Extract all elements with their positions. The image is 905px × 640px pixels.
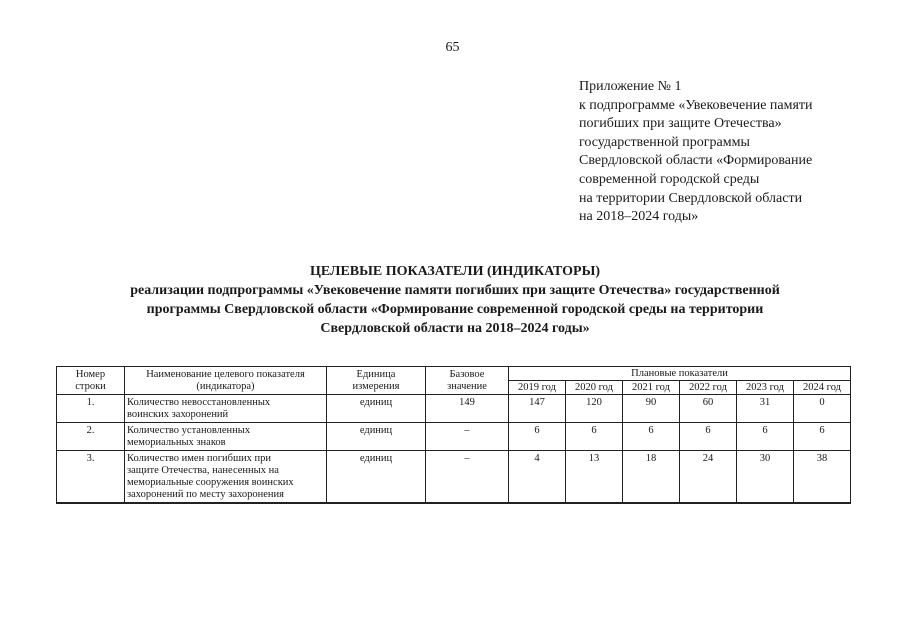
value-cell: 6 bbox=[623, 423, 680, 451]
header-year: 2020 год bbox=[566, 381, 623, 395]
header-planned: Плановые показатели bbox=[509, 367, 851, 381]
appendix-line: современной городской среды bbox=[579, 171, 760, 187]
unit-cell: единиц bbox=[327, 423, 426, 451]
appendix-line: на территории Свердловской области bbox=[579, 190, 803, 206]
row-number: 2. bbox=[57, 423, 125, 451]
value-cell: 90 bbox=[623, 395, 680, 423]
header-base-value: Базовое значение bbox=[426, 367, 509, 395]
value-cell: 0 bbox=[794, 395, 851, 423]
title-line: реализации подпрограммы «Увековечение памяти погибших при защите Отечества» государственной bbox=[130, 283, 780, 298]
value-cell: 147 bbox=[509, 395, 566, 423]
appendix-line: Приложение № 1 bbox=[579, 79, 682, 94]
indicator-name: Количество установленных мемориальных знаков bbox=[125, 423, 327, 451]
value-cell: 24 bbox=[680, 451, 737, 504]
value-cell: 30 bbox=[737, 451, 794, 504]
base-value-cell: – bbox=[426, 423, 509, 451]
header-year: 2023 год bbox=[737, 381, 794, 395]
unit-cell: единиц bbox=[327, 451, 426, 504]
table-row bbox=[57, 451, 851, 504]
base-value-cell: 149 bbox=[426, 395, 509, 423]
value-cell: 60 bbox=[680, 395, 737, 423]
value-cell: 6 bbox=[566, 423, 623, 451]
appendix-line: Свердловской области «Формирование bbox=[579, 153, 813, 169]
page-number: 65 bbox=[445, 40, 460, 55]
indicator-name: Количество имен погибших при защите Отечества, нанесенных на мемориальные сооружения воинских захоронений по месту захоронения bbox=[125, 451, 327, 504]
appendix-note bbox=[579, 78, 879, 227]
value-cell: 18 bbox=[623, 451, 680, 504]
unit-cell: единиц bbox=[327, 395, 426, 423]
table-row bbox=[57, 395, 851, 423]
header-year: 2022 год bbox=[680, 381, 737, 395]
document-title bbox=[60, 262, 850, 338]
header-row-number: Номер строки bbox=[57, 367, 125, 395]
value-cell: 120 bbox=[566, 395, 623, 423]
value-cell: 31 bbox=[737, 395, 794, 423]
title-line: Свердловской области на 2018–2024 годы» bbox=[320, 321, 590, 336]
indicators-table bbox=[56, 366, 851, 504]
value-cell: 6 bbox=[680, 423, 737, 451]
header-year: 2021 год bbox=[623, 381, 680, 395]
appendix-line: на 2018–2024 годы» bbox=[579, 209, 699, 225]
title-heading: ЦЕЛЕВЫЕ ПОКАЗАТЕЛИ (ИНДИКАТОРЫ) bbox=[309, 264, 600, 279]
appendix-line: к подпрограмме «Увековечение памяти bbox=[579, 97, 813, 113]
row-number: 3. bbox=[57, 451, 125, 504]
value-cell: 6 bbox=[509, 423, 566, 451]
table-row bbox=[57, 423, 851, 451]
value-cell: 38 bbox=[794, 451, 851, 504]
header-unit: Единица измерения bbox=[327, 367, 426, 395]
title-line: программы Свердловской области «Формирование современной городской среды на территории bbox=[146, 302, 764, 317]
value-cell: 6 bbox=[737, 423, 794, 451]
value-cell: 4 bbox=[509, 451, 566, 504]
header-year: 2019 год bbox=[509, 381, 566, 395]
appendix-line: погибших при защите Отечества» bbox=[579, 116, 782, 132]
header-indicator-name: Наименование целевого показателя (индикатора) bbox=[125, 367, 327, 395]
header-year: 2024 год bbox=[794, 381, 851, 395]
indicator-name: Количество невосстановленных воинских захоронений bbox=[125, 395, 327, 423]
value-cell: 13 bbox=[566, 451, 623, 504]
appendix-line: государственной программы bbox=[579, 134, 750, 150]
value-cell: 6 bbox=[794, 423, 851, 451]
base-value-cell: – bbox=[426, 451, 509, 504]
row-number: 1. bbox=[57, 395, 125, 423]
